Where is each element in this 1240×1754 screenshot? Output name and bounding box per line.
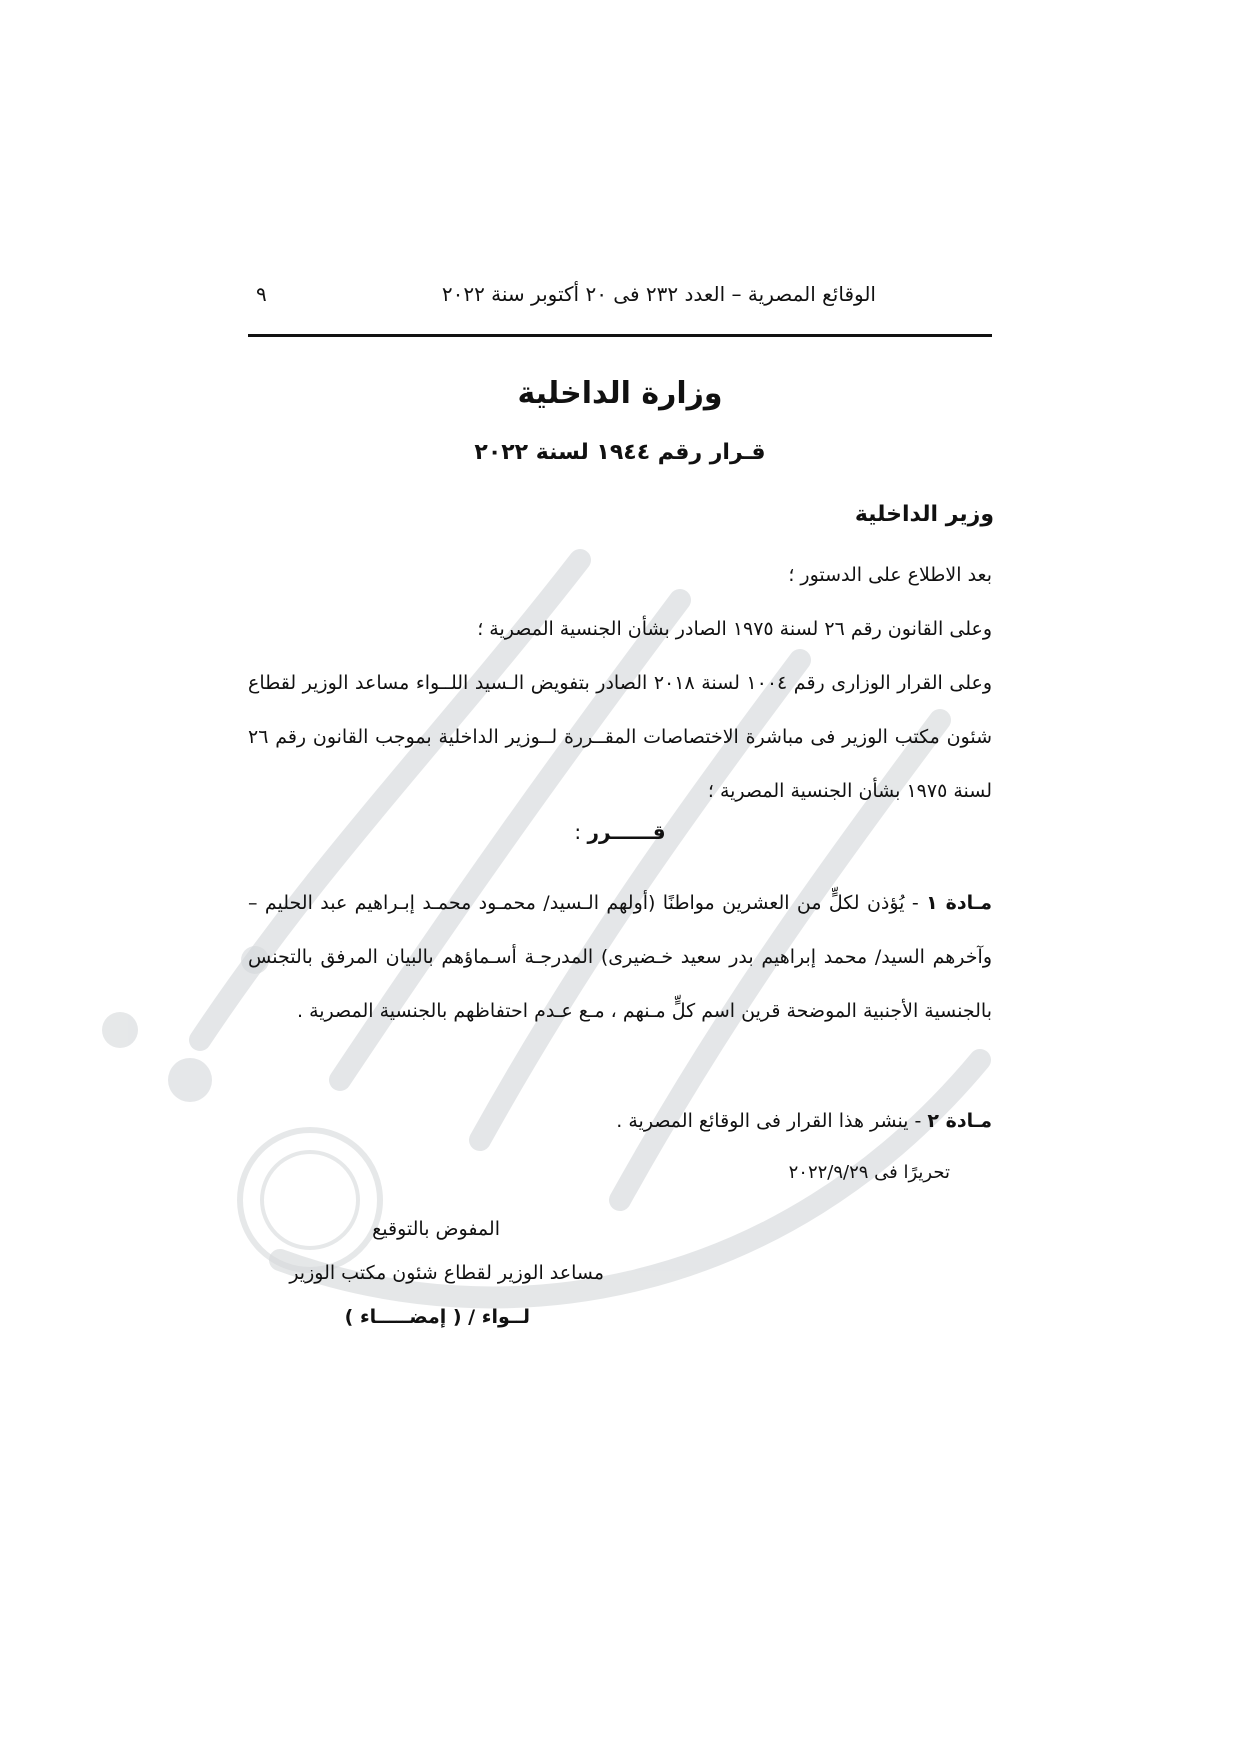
decree-title: قـرار رقم ١٩٤٤ لسنة ٢٠٢٢ — [474, 440, 766, 465]
article-text: - يُؤذن لكلٍّ من العشرين مواطنًا (أولهم الـسيد/ محمـود محمـد إبـراهيم عبد الحليم – وآخرهم السيد/ محمد إبراهيم بدر سعيد خـضيرى) المدرجـة أسـماؤهم بالبيان المرفق بالتجنس بالجنسية الأجنبية الموضحة قرين اسم كلٍّ مـنهم ، مـع عـدم احتفاظهم بالجنسية المصرية . — [248, 892, 992, 1022]
decided-suffix: : — [574, 820, 588, 844]
ministry-title: وزارة الداخلية — [517, 376, 723, 411]
signature-rank: لــواء / ( إمضـــــاء ) — [344, 1306, 530, 1328]
article-paragraph — [248, 1094, 992, 1148]
running-title: الوقائع المصرية – العدد ٢٣٢ فى ٢٠ أكتوبر سنة ٢٠٢٢ — [441, 282, 876, 306]
signature-delegate: المفوض بالتوقيع — [372, 1218, 500, 1240]
preamble-paragraph: بعد الاطلاع على الدستور ؛ — [788, 564, 992, 586]
preamble-paragraph: وعلى القرار الوزارى رقم ١٠٠٤ لسنة ٢٠١٨ الصادر بتفويض الـسيد اللــواء مساعد الوزير لقطاع شئون مكتب الوزير فى مباشرة الاختصاصات المقــررة لــوزير الداخلية بموجب القانون رقم ٢٦ لسنة ١٩٧٥ بشأن الجنسية المصرية ؛ — [248, 672, 992, 802]
article-text: - ينشر هذا القرار فى الوقائع المصرية . — [616, 1110, 928, 1132]
decided-label: قــــــرر — [587, 820, 666, 844]
article-label: مـادة ١ — [926, 892, 992, 914]
preamble-paragraph: وعلى القانون رقم ٢٦ لسنة ١٩٧٥ الصادر بشأن الجنسية المصرية ؛ — [477, 618, 992, 640]
article-paragraph — [248, 876, 992, 1038]
issue-date: تحريرًا فى ٢٠٢٢/٩/٢٩ — [788, 1162, 950, 1183]
minister-label: وزير الداخلية — [854, 502, 994, 527]
signature-title: مساعد الوزير لقطاع شئون مكتب الوزير — [289, 1262, 604, 1284]
article-label: مـادة ٢ — [927, 1110, 992, 1132]
running-header — [248, 282, 992, 322]
page-number: ٩ — [256, 282, 267, 306]
decided-heading — [248, 820, 992, 844]
header-divider — [248, 334, 992, 337]
